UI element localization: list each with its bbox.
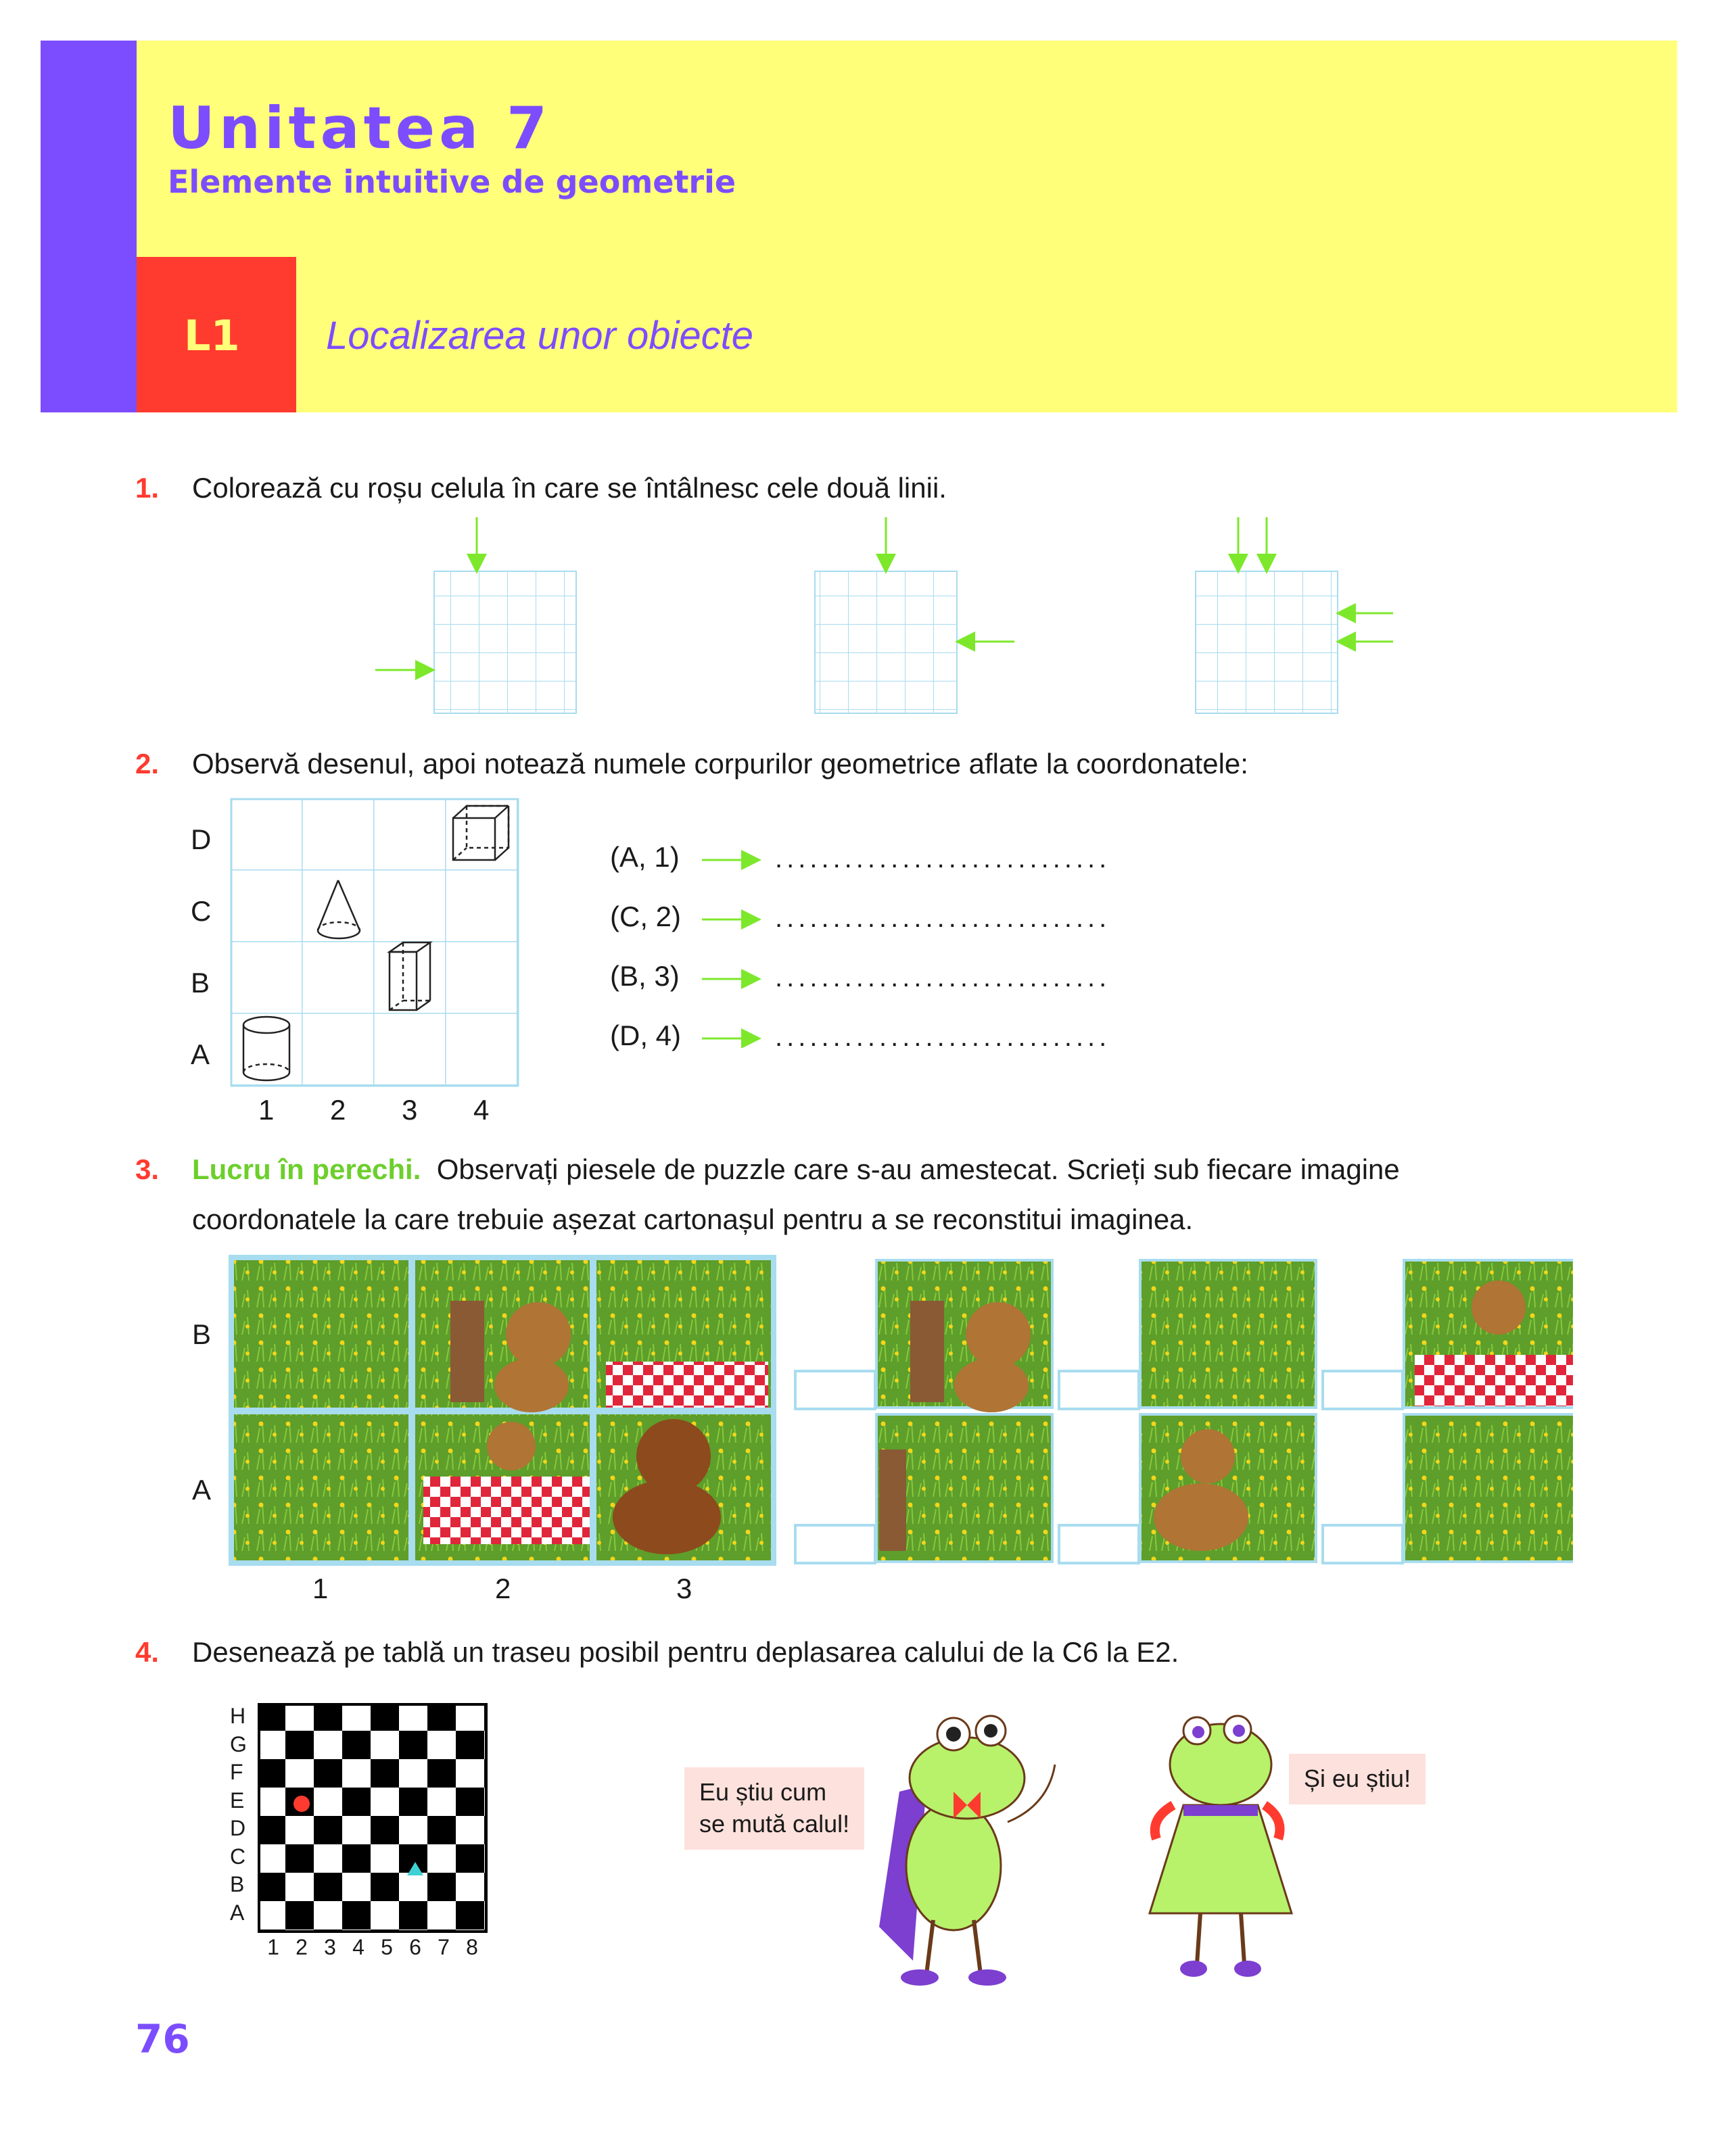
ex3-text-line1: Observați piesele de puzzle care s-au amestecat. Scrieți sub fiecare imagine [436,1153,1400,1185]
ex2-answer-row [610,901,681,933]
puzzle-piece [234,1260,408,1408]
file-label: 3 [324,1935,336,1959]
file-label: 1 [267,1935,279,1959]
ex3-col-label: 2 [495,1573,511,1604]
ex2-answer-row [610,841,680,873]
rank-label: H [230,1704,246,1728]
target-dot-e2 [293,1796,310,1812]
ex1-text: Colorează cu roșu celula în care se întâlnesc cele două linii. [192,472,947,504]
file-label: 8 [466,1935,478,1959]
bubble-line: Eu știu cum [699,1778,827,1806]
ex3-col-label: 1 [312,1573,329,1604]
rank-labels [230,1702,250,1927]
ex4-number: 4. [135,1636,160,1668]
ex2-answer-row [610,960,680,992]
ex2-arrows [701,845,768,1048]
grid-1[interactable] [375,517,576,713]
speech-bubble-right: Și eu știu! [1289,1754,1426,1804]
answer-blank[interactable]: ............................. [775,903,1111,933]
ex2-grid [230,798,521,1088]
ex2-row-label: D [191,823,212,855]
ex2-col-label: 2 [330,1094,346,1126]
coord-label: (A, 1) [610,841,680,873]
page-number: 76 [135,2016,190,2062]
ex2-col-label: 4 [473,1094,490,1126]
bubble-line: se mută calul! [699,1809,850,1838]
puzzle-piece [596,1414,771,1560]
ex1-grids [365,510,1407,720]
coordinate-answer-box[interactable] [1059,1525,1139,1563]
lesson-title: Localizarea unor obiecte [326,314,753,358]
ex3-number: 3. [135,1153,160,1185]
shuffled-piece [1140,1260,1316,1408]
unit-title: Unitatea 7 [168,95,551,162]
frog-girl-illustration [1136,1704,1312,1988]
coord-label: (D, 4) [610,1020,681,1051]
rank-label: A [230,1900,245,1925]
file-label: 6 [409,1935,421,1959]
file-label: 4 [352,1935,364,1959]
shuffled-piece [1140,1414,1316,1562]
file-label: 2 [296,1935,308,1959]
ex2-number: 2. [135,748,160,780]
rank-label: B [230,1872,245,1896]
ex4-text: Desenează pe tablă un traseu posibil pentru deplasarea calului de la C6 la E2. [192,1636,1179,1668]
coordinate-answer-box[interactable] [795,1525,875,1563]
header-purple-stripe [41,41,137,412]
puzzle-piece [415,1260,590,1412]
shuffled-piece [1404,1414,1573,1562]
shuffled-piece [876,1414,1052,1562]
coordinate-answer-box[interactable] [1323,1525,1403,1563]
answer-blank[interactable]: ............................. [775,844,1111,873]
puzzle-piece [415,1414,590,1560]
coordinate-answer-box[interactable] [1323,1371,1403,1409]
shuffled-piece [876,1260,1052,1412]
answer-blank[interactable]: ............................. [775,1022,1111,1052]
unit-subtitle: Elemente intuitive de geometrie [168,164,736,200]
lesson-code: L1 [184,311,240,360]
rank-label: E [230,1788,245,1813]
ex3-text [192,1153,1400,1186]
puzzle-piece [596,1260,771,1408]
file-label: 5 [381,1935,393,1959]
file-labels [259,1935,486,1960]
coord-label: (C, 2) [610,901,681,932]
ex3-col-label: 3 [676,1573,692,1604]
speech-bubble-left [684,1767,864,1850]
rank-label: D [230,1816,246,1840]
ex3-row-label: B [192,1318,212,1350]
coord-label: (B, 3) [610,960,680,992]
grid-2[interactable] [815,517,1014,713]
ex3-highlight: Lucru în perechi. [192,1153,421,1185]
frog-boy-illustration [852,1704,1136,1988]
rank-label: G [230,1731,247,1756]
coordinate-answer-box[interactable] [1059,1371,1139,1409]
ex2-row-label: B [191,967,210,999]
ex2-row-label: A [191,1038,210,1070]
ex1-number: 1. [135,472,160,504]
ex3-row-label: A [192,1474,212,1506]
shuffled-piece [1404,1260,1573,1408]
ex2-row-label: C [191,895,212,927]
file-label: 7 [438,1935,450,1959]
ex2-col-label: 1 [258,1094,275,1126]
ex3-puzzle [227,1253,1573,1578]
ex3-text-line2: coordonatele la care trebuie așezat cartonașul pentru a se reconstitui imaginea. [192,1203,1194,1235]
rank-label: F [230,1760,243,1784]
ex2-text: Observă desenul, apoi notează numele corpurilor geometrice aflate la coordonatele: [192,748,1248,780]
puzzle-piece [234,1414,408,1560]
answer-blank[interactable]: ............................. [775,963,1111,992]
grid-3[interactable] [1196,517,1393,713]
ex2-col-label: 3 [402,1094,418,1126]
chessboard[interactable] [257,1702,491,1936]
rank-label: C [230,1844,246,1869]
ex2-answer-row [610,1020,681,1052]
coordinate-answer-box[interactable] [795,1371,875,1409]
